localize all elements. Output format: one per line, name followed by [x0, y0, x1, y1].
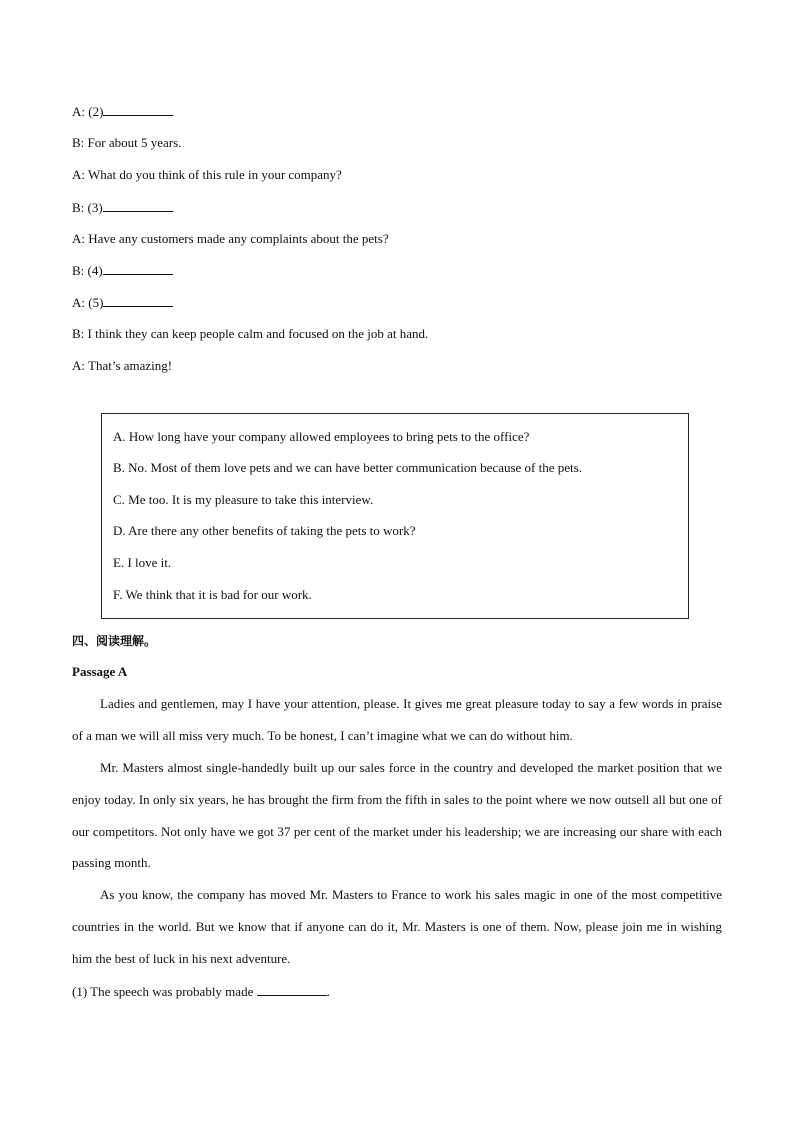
- dialogue-line: [72, 167, 342, 183]
- answer-blank[interactable]: [103, 103, 173, 116]
- dialogue-line: [72, 103, 173, 120]
- dialogue-text: A: That’s amazing!: [72, 358, 173, 373]
- dialogue-text: A: (5): [72, 295, 104, 310]
- dialogue-line: [72, 294, 173, 311]
- dialogue-text: B: For about 5 years.: [72, 135, 182, 150]
- options-box: [101, 413, 689, 619]
- dialogue-text: A: Have any customers made any complaints about the pets?: [72, 231, 389, 246]
- dialogue-line: [72, 326, 428, 342]
- dialogue-text: B: (3): [72, 200, 103, 215]
- answer-blank[interactable]: [103, 294, 173, 307]
- dialogue-line: [72, 231, 389, 247]
- option-c: C. Me too. It is my pleasure to take this interview.: [113, 492, 374, 507]
- passage-paragraph: Ladies and gentlemen, may I have your attention, please. It gives me great pleasure today to say a few words in praise of a man we will all miss very much. To be honest, I can’t imagine what we can do without him.: [72, 696, 722, 743]
- dialogue-line: [72, 358, 172, 374]
- dialogue-text: B: I think they can keep people calm and focused on the job at hand.: [72, 326, 429, 341]
- dialogue-text: B: (4): [72, 263, 103, 278]
- dialogue-text: A: What do you think of this rule in your company?: [72, 167, 342, 182]
- section-title: 四、阅读理解。: [72, 634, 157, 648]
- question-suffix: .: [326, 984, 330, 999]
- passage-paragraph: As you know, the company has moved Mr. Masters to France to work his sales magic in one of the most competitive countries in the world. But we know that if anyone can do it, Mr. Masters is one of them. Now, please join me in wishing him the best of luck in his next adventure.: [72, 887, 722, 966]
- answer-blank[interactable]: [257, 983, 327, 996]
- dialogue-line: [72, 135, 181, 151]
- answer-blank[interactable]: [103, 199, 173, 212]
- option-e: E. I love it.: [113, 555, 172, 570]
- option-b: B. No. Most of them love pets and we can have better communication because of the pets.: [113, 460, 582, 475]
- dialogue-text: A: (2): [72, 104, 104, 119]
- option-d: D. Are there any other benefits of taking the pets to work?: [113, 523, 416, 538]
- option-a: A. How long have your company allowed employees to bring pets to the office?: [113, 429, 530, 444]
- dialogue-line: [72, 262, 173, 279]
- question-line: [72, 983, 330, 1000]
- passage-paragraph: Mr. Masters almost single-handedly built up our sales force in the country and developed the market position that we enjoy today. In only six years, he has brought the firm from the fifth in sales to the point where we now outsell all but one of our competitors. Not only have we got 37 per cent of the market under his leadership; we are increasing our share with each passing month.: [72, 760, 722, 871]
- question-text: (1) The speech was probably made: [72, 984, 254, 999]
- option-f: F. We think that it is bad for our work.: [113, 587, 312, 602]
- answer-blank[interactable]: [103, 262, 173, 275]
- passage-title: Passage A: [72, 664, 128, 679]
- dialogue-line: [72, 199, 173, 216]
